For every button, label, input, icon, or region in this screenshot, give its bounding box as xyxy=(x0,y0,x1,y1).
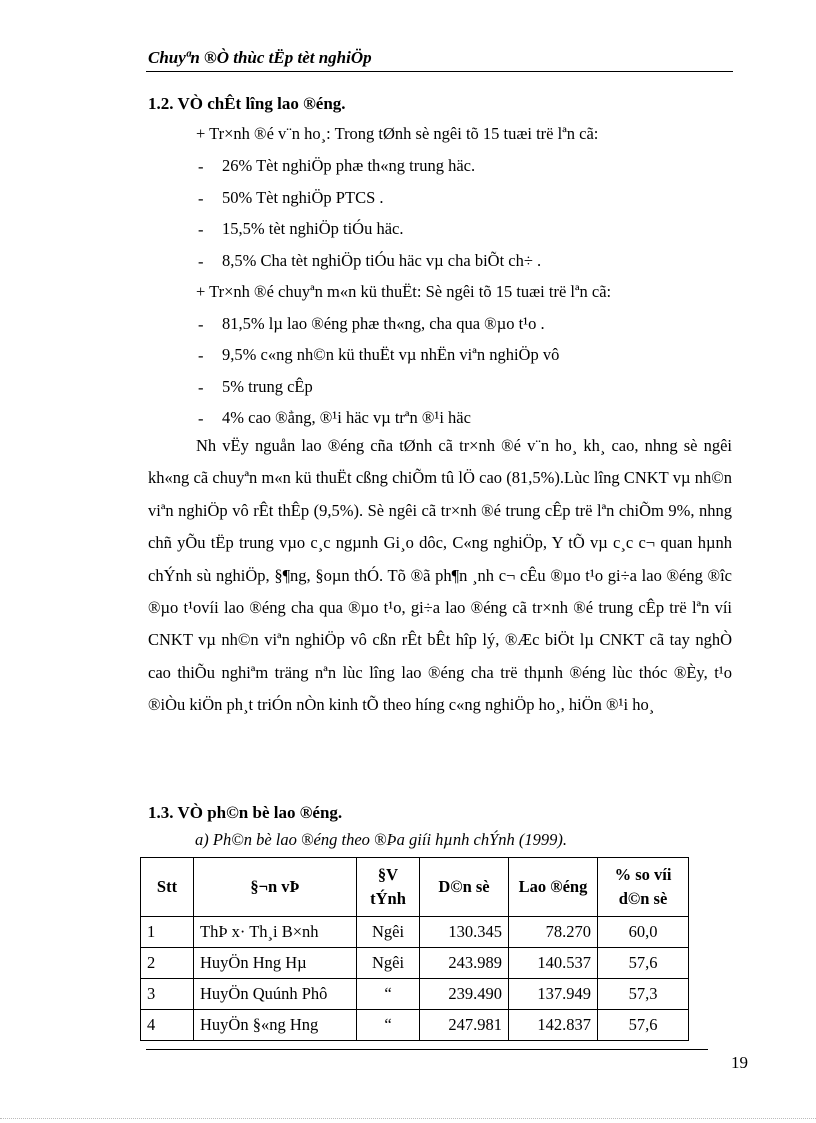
tech-item: 4% cao ®ẳng, ®¹i häc vµ trªn ®¹i häc xyxy=(222,408,471,427)
table-row xyxy=(141,1010,689,1041)
col-header-unit: §¬n vÞ xyxy=(194,858,357,917)
tech-intro: + Tr×nh ®é chuyªn m«n kü thuËt: Sè ngêi tõ 15 tuæi trë lªn cã: xyxy=(196,282,612,301)
cell-population: 243.989 xyxy=(420,948,509,979)
list-dash: - xyxy=(198,346,204,365)
cell-population: 239.490 xyxy=(420,979,509,1010)
cell-stt: 3 xyxy=(141,979,194,1010)
list-dash: - xyxy=(198,220,204,239)
culture-item: 8,5% Cha tèt nghiÖp tiÓu häc vµ cha biÕt ch÷ . xyxy=(222,251,542,270)
page-number: 19 xyxy=(731,1053,748,1072)
body-paragraph: Nh vËy nguån lao ®éng cña tØnh cã tr×nh ®é v¨n ho¸ kh¸ cao, nhng sè ngêi kh«ng cã chuyªn m«n kü thuËt cßng chiÕm tû lÖ cao (81,5%).Lùc lîng CNKT vµ nh©n viªn nghiÖp vô rÊt thÊp (9,5%). Sè ngêi cã tr×nh ®é trung cÊp trë lªn chiÕm 9%, nhng chñ yÕu tËp trung vµo c¸c ngµnh Gi¸o dôc, C«ng nghiÖp, Y tÕ vµ c¸c c¬ quan hµnh chÝnh sù nghiÖp, §¶ng, §oµn thÓ. Tõ ®ã ph¶n ¸nh c¬ cÊu ®µo t¹o gi÷a lao ®éng ®îc ®µo t¹ovíi lao ®éng cha qua ®µo t¹o, gi÷a lao ®éng cã tr×nh ®é trung cÊp trë lªn víi CNKT vµ nh©n viªn nghiÖp vô cßn rÊt bÊt hîp lý, ®Æc biÖt lµ CNKT cã tay nghÒ cao thiÕu nghiªm träng nªn lùc lîng lao ®éng cha trë thµnh ®éng lùc thóc ®Èy, t¹o ®iÒu kiÖn ph¸t triÓn nÒn kinh tÕ theo híng c«ng nghiÖp ho¸, hiÖn ®¹i ho¸ xyxy=(148,436,732,715)
table-caption: a) Ph©n bè lao ®éng theo ®Þa giíi hµnh chÝnh (1999). xyxy=(195,830,568,849)
cell-unit: HuyÖn Quúnh Phô xyxy=(194,979,357,1010)
page-edge-divider xyxy=(0,1118,816,1119)
section-heading-1-3: 1.3. VÒ ph©n bè lao ®éng. xyxy=(148,803,343,822)
col-header-population: D©n sè xyxy=(420,858,509,917)
col-header-percent xyxy=(598,858,689,917)
cell-labor: 137.949 xyxy=(509,979,598,1010)
header-rule xyxy=(146,71,733,72)
col-header-stt: Stt xyxy=(141,858,194,917)
col-header-percent-line1: % so víi xyxy=(614,865,672,884)
col-header-labor: Lao ®éng xyxy=(509,858,598,917)
tech-item: 5% trung cÊp xyxy=(222,377,313,396)
labor-distribution-table xyxy=(140,857,689,1041)
cell-labor: 78.270 xyxy=(509,917,598,948)
cell-measure: “ xyxy=(357,1010,420,1041)
list-dash: - xyxy=(198,157,204,176)
table-row xyxy=(141,948,689,979)
cell-percent: 60,0 xyxy=(598,917,689,948)
cell-labor: 142.837 xyxy=(509,1010,598,1041)
cell-measure: Ngêi xyxy=(357,948,420,979)
table-row xyxy=(141,917,689,948)
cell-unit: ThÞ x· Th¸i B×nh xyxy=(194,917,357,948)
tech-item: 81,5% lµ lao ®éng phæ th«ng, cha qua ®µo t¹o . xyxy=(222,314,545,333)
cell-percent: 57,6 xyxy=(598,1010,689,1041)
col-header-measure-line1: §V xyxy=(377,865,399,884)
cell-labor: 140.537 xyxy=(509,948,598,979)
cell-measure: “ xyxy=(357,979,420,1010)
cell-stt: 4 xyxy=(141,1010,194,1041)
table-row xyxy=(141,979,689,1010)
list-dash: - xyxy=(198,252,204,271)
cell-unit: HuyÖn §«ng Hng xyxy=(194,1010,357,1041)
list-dash: - xyxy=(198,378,204,397)
culture-item: 26% Tèt nghiÖp phæ th«ng trung häc. xyxy=(222,156,476,175)
list-dash: - xyxy=(198,189,204,208)
page-header-title: Chuyªn ®Ò thùc tËp tèt nghiÖp xyxy=(148,48,372,67)
cell-stt: 1 xyxy=(141,917,194,948)
cell-population: 247.981 xyxy=(420,1010,509,1041)
culture-item: 50% Tèt nghiÖp PTCS . xyxy=(222,188,384,207)
cell-stt: 2 xyxy=(141,948,194,979)
list-dash: - xyxy=(198,409,204,428)
col-header-percent-line2: d©n sè xyxy=(618,889,668,908)
section-heading-1-2: 1.2. VÒ chÊt lîng lao ®éng. xyxy=(148,94,346,113)
table-header-row xyxy=(141,858,689,917)
cell-population: 130.345 xyxy=(420,917,509,948)
list-dash: - xyxy=(198,315,204,334)
cell-unit: HuyÖn Hng Hµ xyxy=(194,948,357,979)
cell-percent: 57,6 xyxy=(598,948,689,979)
tech-item: 9,5% c«ng nh©n kü thuËt vµ nhËn viªn nghiÖp vô xyxy=(222,345,560,364)
cell-measure: Ngêi xyxy=(357,917,420,948)
culture-item: 15,5% tèt nghiÖp tiÓu häc. xyxy=(222,219,404,238)
col-header-measure xyxy=(357,858,420,917)
col-header-measure-line2: tÝnh xyxy=(370,889,406,908)
footer-rule xyxy=(146,1049,708,1050)
cell-percent: 57,3 xyxy=(598,979,689,1010)
culture-intro: + Tr×nh ®é v¨n ho¸: Trong tØnh sè ngêi tõ 15 tuæi trë lªn cã: xyxy=(196,124,599,143)
